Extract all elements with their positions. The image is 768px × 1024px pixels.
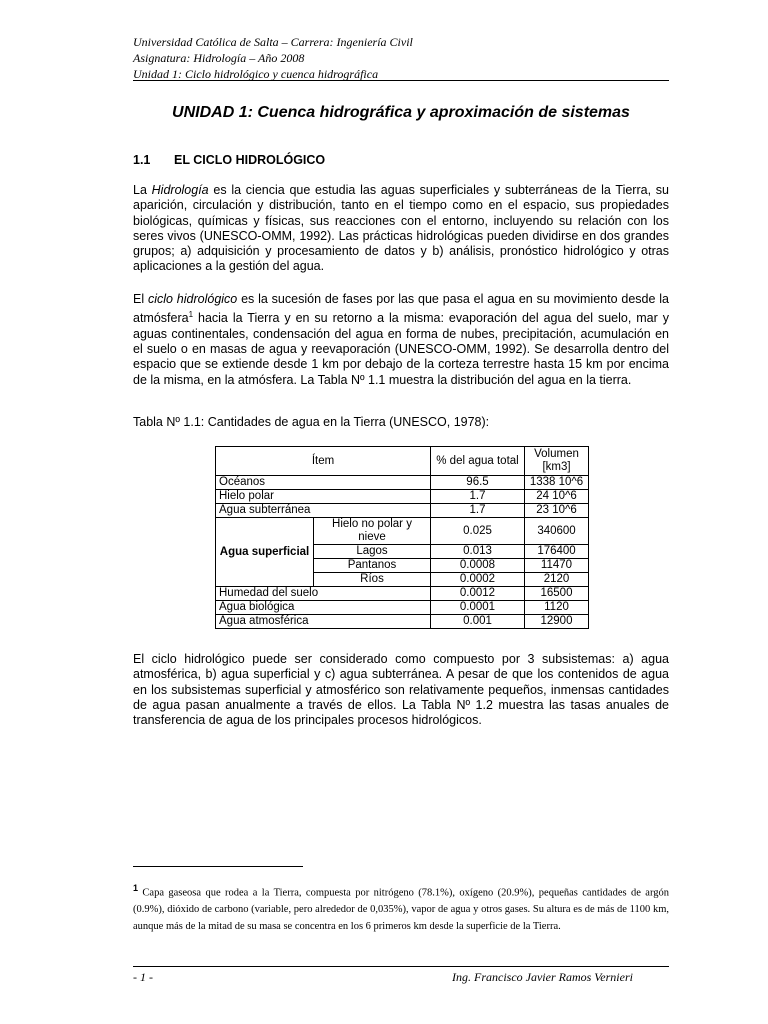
p2-mid: es la sucesión de fases por las que pasa el agua en su movimiento desde la atmósfera (133, 292, 669, 326)
header-item: Ítem (216, 447, 431, 476)
section-heading (133, 153, 325, 167)
section-title: EL CICLO HIDROLÓGICO (174, 153, 326, 167)
table-row: Humedad del suelo 0.0012 16500 (216, 587, 589, 601)
header-university: Universidad Católica de Salta – Carrera: Ingeniería Civil (133, 35, 413, 49)
footnote-mark: 1 (133, 883, 139, 893)
water-table (215, 446, 589, 629)
page-header (133, 34, 669, 82)
table-caption: Tabla Nº 1.1: Cantidades de agua en la Tierra (UNESCO, 1978): (133, 415, 490, 429)
table-header-row (216, 447, 589, 476)
p2-pre: El (133, 292, 148, 306)
paragraph-ciclo (133, 292, 669, 388)
p1-term: Hidrología (151, 183, 209, 197)
page-number: - 1 - (133, 970, 153, 984)
table-row: Agua biológica 0.0001 1120 (216, 601, 589, 615)
group-label: Agua superficial (216, 518, 314, 587)
header-vol: Volumen [km3] (525, 447, 589, 476)
table-row: Hielo polar 1.7 24 10^6 (216, 490, 589, 504)
table-row: Agua subterránea 1.7 23 10^6 (216, 504, 589, 518)
table-row: Ríos 0.0002 2120 (216, 573, 589, 587)
p2-post: hacia la Tierra y en su retorno a la misma: evaporación del agua del suelo, mar y aguas continentales, condensación del agua en forma de nubes, precipitación, acumulación en el suelo o en masas de agua y reevaporación (UNESCO-OMM, 1992). Se desarrolla dentro del espacio que se extiende desde 1 km por debajo de la corteza terrestre hasta 15 km por encima de la misma, en la atmósfera. La Tabla Nº 1.1 muestra la distribución del agua en la tierra. (133, 311, 669, 387)
table-row: Agua superficial Hielo no polar y nieve 0.025 340600 (216, 518, 589, 545)
table-row: Lagos 0.013 176400 (216, 545, 589, 559)
table-row: Agua atmosférica 0.001 12900 (216, 615, 589, 629)
p2-term: ciclo hidrológico (147, 292, 238, 306)
footnote-divider (133, 866, 303, 867)
header-pct: % del agua total (431, 447, 525, 476)
unit-title: UNIDAD 1: Cuenca hidrográfica y aproximación de sistemas (172, 104, 630, 121)
header-divider (133, 80, 669, 81)
footnote (133, 880, 669, 935)
footnote-text: Capa gaseosa que rodea a la Tierra, compuesta por nitrógeno (78.1%), oxígeno (20.9%), pequeñas cantidades de argón (0.9%), dióxido de carbono (variable, pero alrededor de 0,035%), vapor de agua y otros gases. Su altura es de más de 1100 km, aunque más de la mitad de su masa se concentra en los 6 primeros km desde la superficie de la Tierra. (133, 887, 669, 932)
p1-post: es la ciencia que estudia las aguas superficiales y subterráneas de la Tierra, su aparición, circulación y distribución, tanto en el tiempo como en el espacio, sus propiedades biológicas, químicas y físicas, sus reacciones con el entorno, incluyendo su relación con los seres vivos (UNESCO-OMM, 1992). Las prácticas hidrológicas pueden dividirse en dos grandes grupos; a) adquisición y procesamiento de datos y b) análisis, pronóstico hidrológico y otras aplicaciones a la gestión del agua. (133, 183, 669, 274)
paragraph-subsistemas: El ciclo hidrológico puede ser considerado como compuesto por 3 subsistemas: a) agua atmosférica, b) agua superficial y c) agua subterránea. A pesar de que los contenidos de agua en los subsistemas superficial y atmosférico son relativamente pequeños, inmensas cantidades de agua pasan anualmente a través de ellos. La Tabla Nº 1.2 muestra las tasas anuales de transferencia de agua de los principales procesos hidrológicos. (133, 652, 669, 728)
paragraph-hidrologia (133, 183, 669, 275)
header-unit: Unidad 1: Ciclo hidrológico y cuenca hidrográfica (133, 67, 379, 81)
footer-author: Ing. Francisco Javier Ramos Vernieri (452, 970, 633, 984)
table-row: Pantanos 0.0008 11470 (216, 559, 589, 573)
footer-divider (133, 966, 669, 967)
table-row: Océanos 96.5 1338 10^6 (216, 476, 589, 490)
section-number: 1.1 (133, 153, 151, 167)
p1-pre: La (133, 183, 152, 197)
header-subject: Asignatura: Hidrología – Año 2008 (133, 51, 305, 65)
footnote-ref[interactable]: 1 (188, 310, 194, 320)
